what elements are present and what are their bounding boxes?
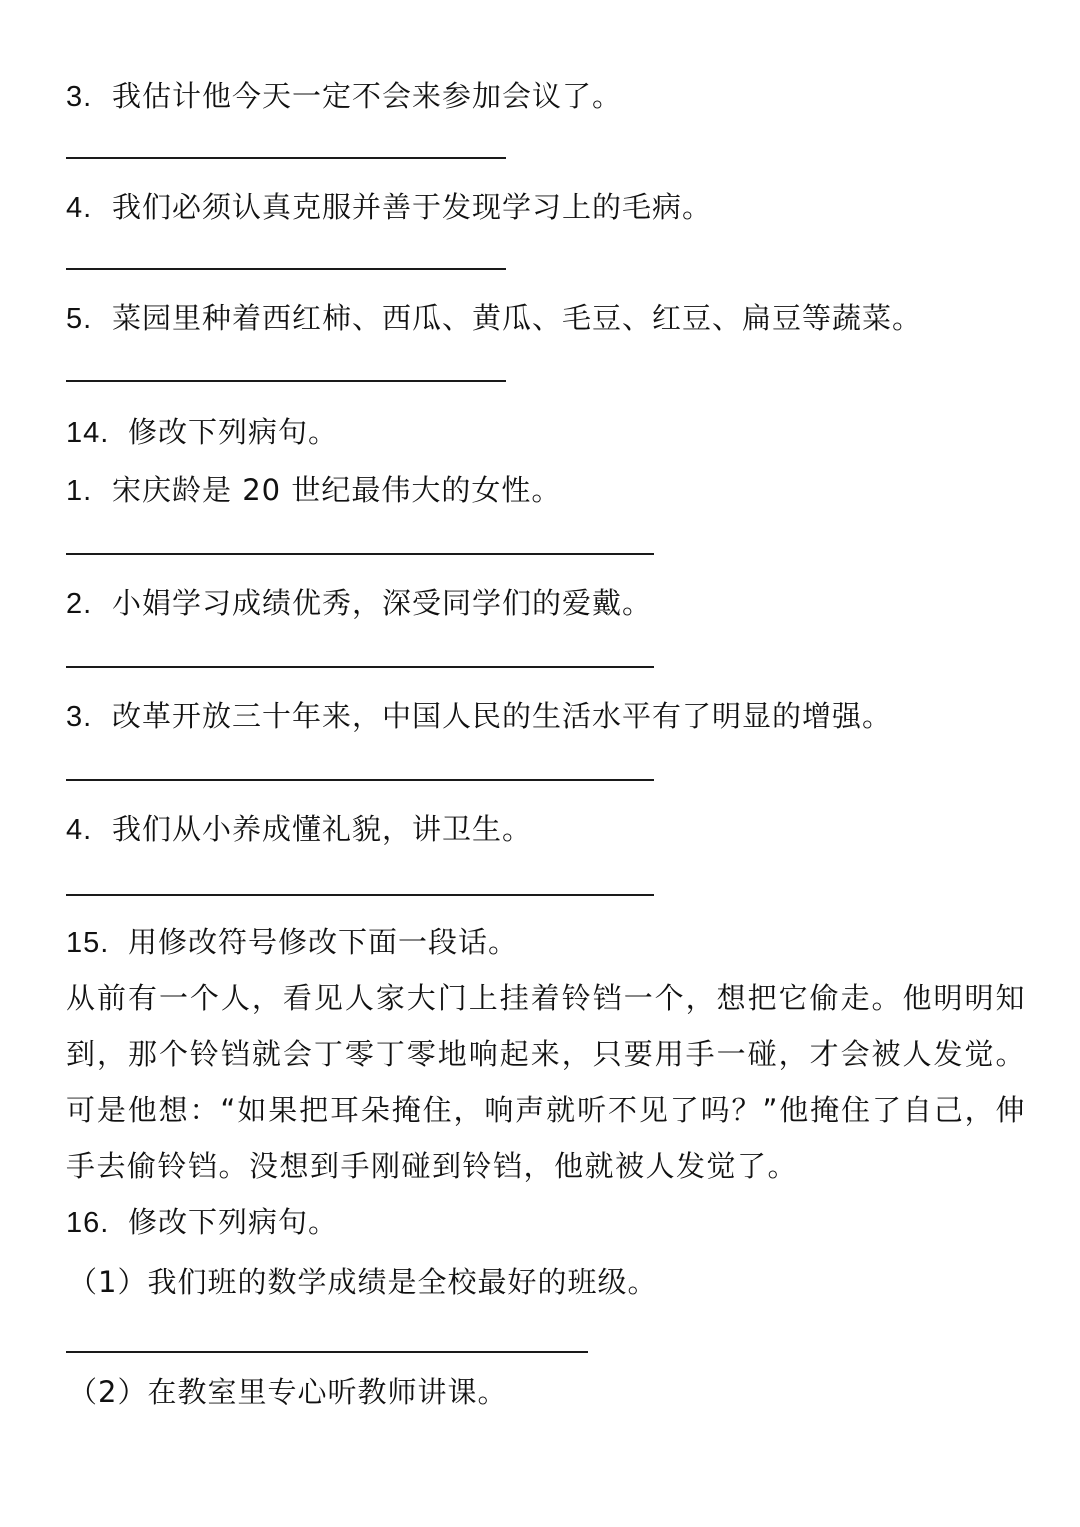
item-number: （2） [68, 1375, 148, 1409]
q14-item-3 [66, 696, 892, 737]
item-text: 宋庆龄是 20 世纪最伟大的女性。 [112, 473, 562, 507]
q14-item-1 [66, 470, 561, 511]
q14-item-2 [66, 583, 652, 624]
answer-line[interactable] [66, 894, 654, 896]
answer-line[interactable] [66, 380, 506, 382]
q16-item-1 [68, 1262, 657, 1302]
q14-heading [66, 412, 338, 453]
answer-line[interactable] [66, 779, 654, 781]
item-number: 5. [66, 303, 93, 335]
answer-line[interactable] [66, 157, 506, 159]
question-title: 修改下列病句。 [128, 415, 339, 449]
q16-item-2 [68, 1372, 507, 1412]
answer-line[interactable] [66, 1351, 588, 1353]
q14-item-4 [66, 809, 532, 850]
q15-heading [66, 922, 518, 963]
item-text: 在教室里专心听教师讲课。 [147, 1375, 508, 1409]
item-text: 小娟学习成绩优秀，深受同学们的爱戴。 [112, 586, 653, 620]
item-number: 2. [66, 588, 93, 620]
item-text: 我们从小养成懂礼貌，讲卫生。 [112, 812, 533, 846]
question-title: 用修改符号修改下面一段话。 [128, 925, 519, 959]
item-number: 1. [66, 475, 93, 507]
item-number: 4. [66, 192, 93, 224]
question-number: 15. [66, 927, 110, 959]
item-text: 改革开放三十年来，中国人民的生活水平有了明显的增强。 [112, 699, 893, 733]
q15-paragraph: 从前有一个人，看见人家大门上挂着铃铛一个，想把它偷走。他明明知到，那个铃铛就会丁零丁零地响起来，只要用手一碰，才会被人发觉。可是他想：“如果把耳朵掩住，响声就听不见了吗？”他掩住了自己，伸手去偷铃铛。没想到手刚碰到铃铛，他就被人发觉了。 [66, 981, 1026, 1183]
item-number: （1） [68, 1265, 148, 1299]
item-text: 菜园里种着西红柿、西瓜、黄瓜、毛豆、红豆、扁豆等蔬菜。 [112, 301, 923, 335]
q16-heading [66, 1202, 338, 1243]
question-number: 16. [66, 1207, 110, 1239]
answer-line[interactable] [66, 666, 654, 668]
item-number: 3. [66, 81, 93, 113]
answer-line[interactable] [66, 268, 506, 270]
item-text: 我们班的数学成绩是全校最好的班级。 [147, 1265, 658, 1299]
q13-item-4 [66, 187, 712, 228]
answer-line[interactable] [66, 553, 654, 555]
q13-item-3 [66, 76, 622, 117]
item-text: 我估计他今天一定不会来参加会议了。 [112, 79, 623, 113]
question-number: 14. [66, 417, 110, 449]
item-text: 我们必须认真克服并善于发现学习上的毛病。 [112, 190, 713, 224]
question-title: 修改下列病句。 [128, 1205, 339, 1239]
item-number: 3. [66, 701, 93, 733]
item-number: 4. [66, 814, 93, 846]
q13-item-5 [66, 298, 922, 339]
